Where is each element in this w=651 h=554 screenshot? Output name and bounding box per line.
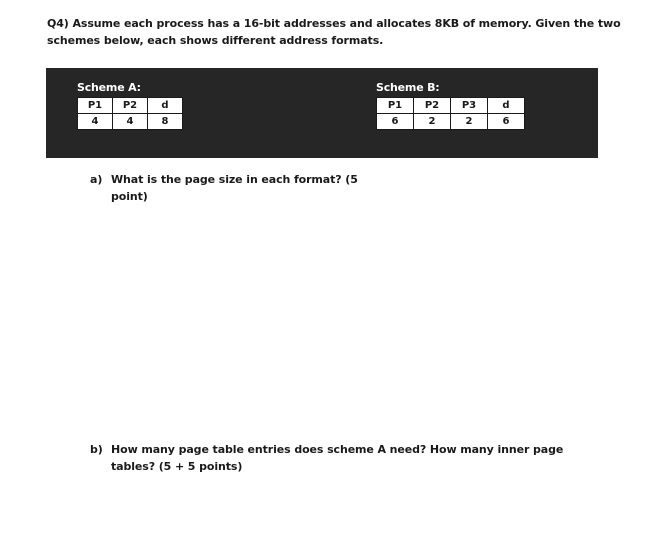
scheme-a-field-p1: P1 [78, 98, 113, 114]
scheme-b-table [376, 97, 525, 130]
scheme-b [376, 79, 525, 130]
scheme-b-field-p2: P2 [414, 98, 451, 114]
scheme-b-bits-d: 6 [488, 114, 525, 130]
scheme-b-bits-p1: 6 [377, 114, 414, 130]
scheme-a-fields-row [78, 98, 183, 114]
subquestion-b-label: b) [90, 443, 103, 456]
subquestion-a-label: a) [90, 173, 103, 186]
scheme-a-title: Scheme A: [77, 81, 141, 94]
scheme-b-bits-p2: 2 [414, 114, 451, 130]
schemes-panel [46, 68, 598, 158]
scheme-a-field-d: d [148, 98, 183, 114]
scheme-a-bits-d: 8 [148, 114, 183, 130]
scheme-a [77, 79, 183, 130]
scheme-a-bits-p1: 4 [78, 114, 113, 130]
scheme-b-bits-p3: 2 [451, 114, 488, 130]
scheme-b-title: Scheme B: [376, 81, 440, 94]
scheme-a-bits-row [78, 114, 183, 130]
scheme-b-bits-row [377, 114, 525, 130]
scheme-b-fields-row [377, 98, 525, 114]
subquestion-a-text: What is the page size in each format? (5 point) [111, 173, 358, 203]
scheme-a-table [77, 97, 183, 130]
scheme-b-field-p1: P1 [377, 98, 414, 114]
scheme-a-bits-p2: 4 [113, 114, 148, 130]
scheme-b-field-p3: P3 [451, 98, 488, 114]
scheme-a-field-p2: P2 [113, 98, 148, 114]
subquestion-b-text: How many page table entries does scheme A need? How many inner page tables? (5 + 5 points) [111, 443, 564, 473]
scheme-b-field-d: d [488, 98, 525, 114]
question-text: Q4) Assume each process has a 16-bit addresses and allocates 8KB of memory. Given the two schemes below, each shows different address formats. [47, 17, 621, 47]
